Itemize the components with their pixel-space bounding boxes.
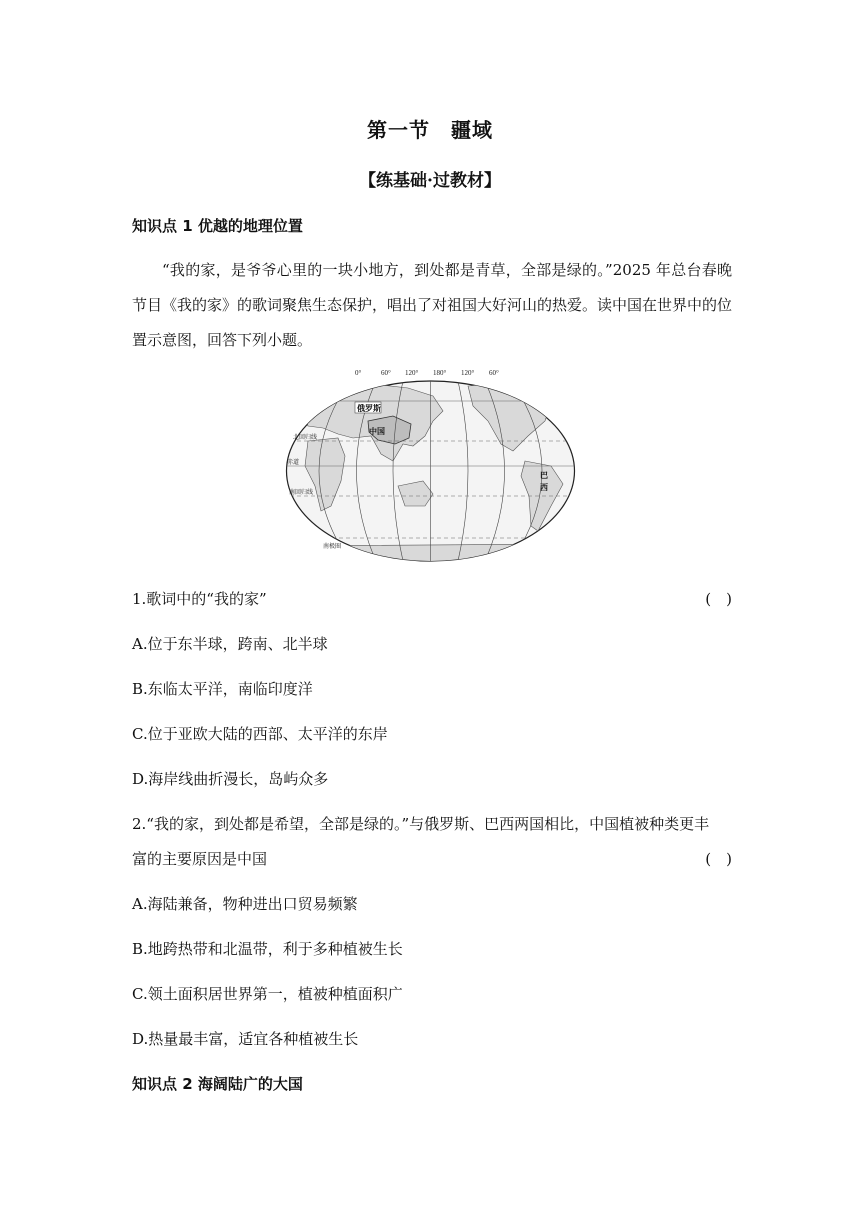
q2-option-c: C.领土面积居世界第一，植被种植面积广 [132,985,403,1003]
lon-label-120w: 120° [461,369,475,377]
q1-option-c: C.位于亚欧大陆的西部、太平洋的东岸 [132,725,388,743]
tropic-south-label: 南回归线 [289,489,314,496]
tropic-north-label: 北回归线 [293,434,318,441]
section-subtitle: 【练基础·过教材】 [359,171,501,191]
q1-option-d: D.海岸线曲折漫长，岛屿众多 [132,770,329,788]
question-1 [132,588,732,609]
antarctic-circle-label: 南极圈 [323,543,342,550]
brazil-label-2: 西 [540,482,548,492]
knowledge-point-1-heading: 知识点 1 优越的地理位置 [132,217,303,235]
lon-label-60w: 60° [489,369,499,377]
china-label: 中国 [369,426,385,436]
intro-paragraph: “我的家，是爷爷心里的一块小地方，到处都是青草，全部是绿的。”2025 年总台春晚节目《我的家》的歌词聚焦生态保护，唱出了对祖国大好河山的热爱。读中国在世界中的位置示意图，回答下列小题。 [132,261,733,349]
section-title: 第一节 疆域 [367,118,493,142]
world-map [283,366,578,562]
knowledge-point-2-heading: 知识点 2 海阔陆广的大国 [132,1075,303,1093]
lon-label-120e: 120° [405,369,419,377]
q1-option-a: A.位于东半球，跨南、北半球 [132,635,328,653]
question-2-answer-blank: ( ) [705,850,732,868]
question-1-answer-blank: ( ) [705,590,732,608]
brazil-label-1: 巴 [540,470,548,480]
lon-label-60e: 60° [381,369,391,377]
question-1-stem: 1.歌词中的“我的家” [132,590,267,608]
russia-label: 俄罗斯 [357,403,381,413]
question-2-line-1: 2.“我的家，到处都是希望，全部是绿的。”与俄罗斯、巴西两国相比，中国植被种类更丰 [132,815,710,833]
question-2-stem-end: 富的主要原因是中国 [132,850,268,868]
lon-label-0: 0° [355,369,362,377]
question-2-line-2 [132,848,732,869]
lon-label-180: 180° [433,369,447,377]
world-map-figure [283,366,578,562]
q2-option-b: B.地跨热带和北温带，利于多种植被生长 [132,940,403,958]
q1-option-b: B.东临太平洋，南临印度洋 [132,680,313,698]
q2-option-a: A.海陆兼备，物种进出口贸易频繁 [132,895,358,913]
equator-label: 赤道 [287,459,300,466]
q2-option-d: D.热量最丰富，适宜各种植被生长 [132,1030,359,1048]
